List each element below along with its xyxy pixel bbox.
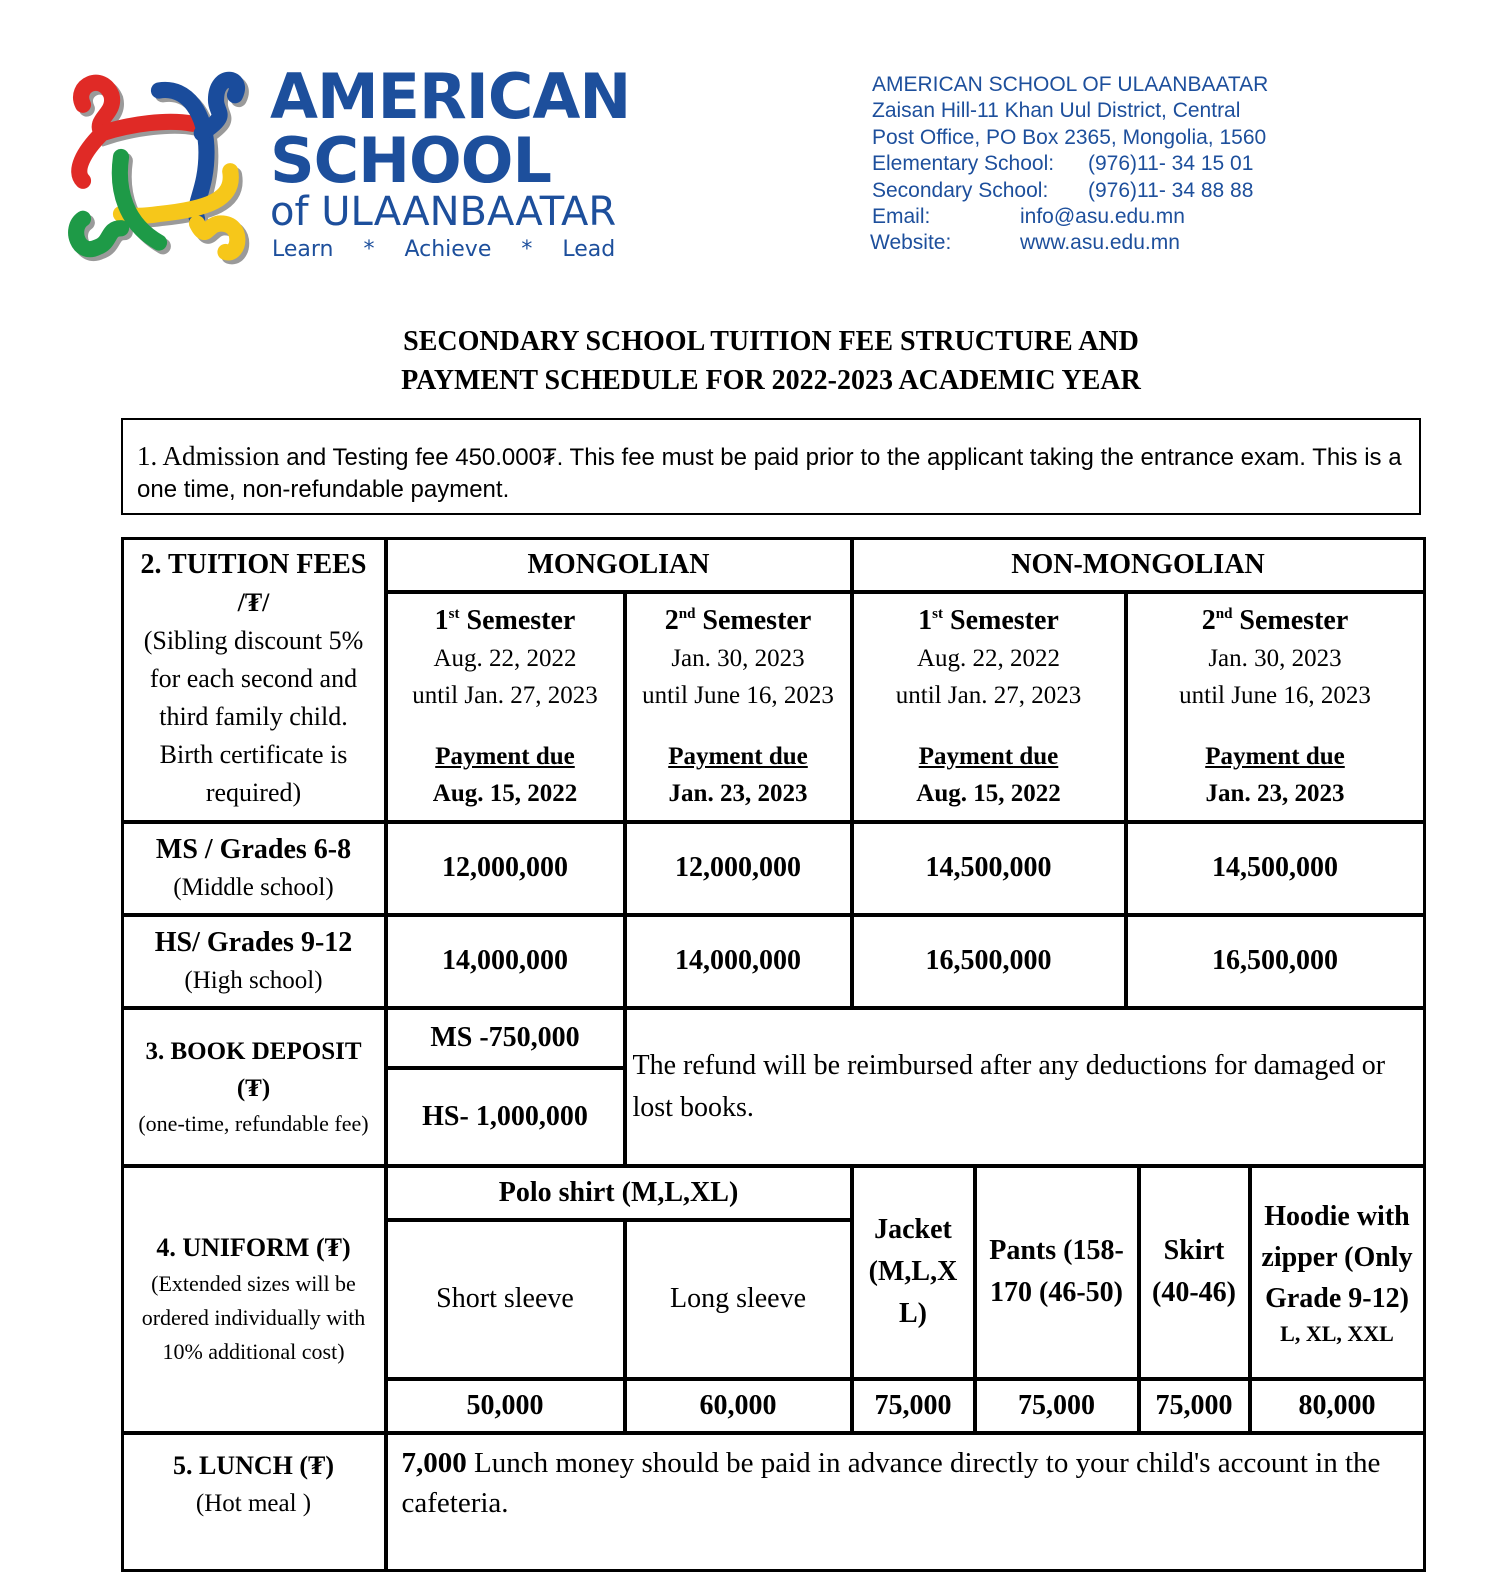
row-subtitle: (Middle school) [173, 873, 334, 901]
page-title [0, 322, 1500, 400]
tuition-currency: /₮/ [237, 587, 270, 617]
elementary-phone: (976)11- 34 15 01 [1088, 152, 1254, 176]
lunch-amount: 7,000 [401, 1446, 467, 1479]
email-link[interactable]: info@asu.edu.mn [1020, 204, 1185, 228]
fee-value: 14,000,000 [442, 945, 568, 976]
logo-line-american: AMERICAN [270, 60, 631, 133]
semester-end: until June 16, 2023 [1179, 681, 1371, 709]
uniform-item-pants [974, 1165, 1140, 1380]
uniform-label-cell [121, 1165, 387, 1434]
book-deposit-currency: (₮) [236, 1074, 271, 1102]
fee-cell [624, 821, 853, 916]
payment-due-label: Payment due [668, 742, 808, 770]
book-deposit-refund-cell [624, 1007, 1426, 1167]
table-row-ms-label [121, 821, 387, 916]
fee-value: 12,000,000 [675, 852, 801, 883]
uniform-title: 4. UNIFORM (₮) [156, 1233, 351, 1262]
uniform-price-cell [385, 1378, 626, 1434]
uniform-price: 50,000 [466, 1389, 544, 1421]
book-deposit-title: 3. BOOK DEPOSIT [145, 1037, 362, 1065]
tuition-note: (Sibling discount 5% for each second and third family child. Birth certificate is required) [143, 625, 364, 807]
semester-end: until Jan. 27, 2023 [412, 681, 598, 709]
book-deposit-ms-cell [385, 1007, 626, 1069]
payment-due-date: Aug. 15, 2022 [916, 779, 1061, 807]
title-line2: PAYMENT SCHEDULE FOR 2022-2023 ACADEMIC YEAR [401, 365, 1141, 396]
uniform-item-long-sleeve [624, 1219, 853, 1380]
semester-end: until June 16, 2023 [642, 681, 834, 709]
elementary-phone-label: Elementary School: [872, 152, 1055, 176]
book-deposit-refund-note: The refund will be reimbursed after any deductions for damaged or lost books. [632, 1049, 1386, 1123]
group-header-mongolian [385, 537, 853, 593]
uniform-price-cell [974, 1378, 1140, 1434]
payment-due-label: Payment due [1205, 742, 1345, 770]
uniform-price: 80,000 [1298, 1389, 1376, 1421]
admission-fee-text [137, 440, 1407, 506]
book-deposit-label-cell [121, 1007, 387, 1167]
uniform-price-cell [1138, 1378, 1251, 1434]
uniform-price-cell [851, 1378, 976, 1434]
fee-value: 14,000,000 [675, 945, 801, 976]
book-deposit-ms: MS -750,000 [430, 1021, 580, 1053]
semester-name: Semester [459, 604, 576, 636]
group-mongolian-label: MONGOLIAN [527, 548, 710, 580]
fee-cell [1125, 914, 1426, 1009]
semester-number: 2 [664, 604, 679, 636]
semester-name: Semester [943, 604, 1059, 636]
semester-start: Jan. 30, 2023 [1208, 644, 1342, 672]
payment-due-date: Aug. 15, 2022 [432, 779, 578, 807]
uniform-item-label: Jacket (M,L,XL) [868, 1214, 958, 1329]
semester-header-nonmn-2 [1125, 591, 1426, 823]
uniform-item-sizes: L, XL, XXL [1280, 1320, 1394, 1346]
uniform-note: (Extended sizes will be ordered individually with 10% additional cost) [141, 1271, 366, 1364]
fee-cell [385, 914, 626, 1009]
fee-cell [1125, 821, 1426, 916]
semester-start: Aug. 22, 2022 [433, 644, 577, 672]
lunch-note: (Hot meal ) [195, 1489, 312, 1517]
secondary-phone: (976)11- 34 88 88 [1088, 178, 1254, 202]
uniform-price-cell [1249, 1378, 1426, 1434]
uniform-item-label: Long sleeve [669, 1283, 807, 1314]
uniform-item-short-sleeve [385, 1219, 626, 1380]
fee-value: 16,500,000 [1212, 945, 1338, 976]
uniform-item-label: Pants (158-170 (46-50) [989, 1235, 1124, 1308]
row-title: HS/ Grades 9-12 [154, 926, 353, 958]
semester-header-mn-1 [385, 591, 626, 823]
semester-ordinal: nd [1215, 605, 1233, 622]
polo-header-cell [385, 1165, 853, 1221]
semester-start: Jan. 30, 2023 [671, 644, 805, 672]
semester-name: Semester [695, 604, 812, 636]
semester-number: 1 [434, 604, 449, 636]
payment-due-label: Payment due [435, 742, 575, 770]
tuition-title: 2. TUITION FEES [140, 548, 367, 580]
semester-name: Semester [1232, 604, 1349, 636]
payment-due-date: Jan. 23, 2023 [668, 779, 808, 807]
contact-school-name: AMERICAN SCHOOL OF ULAANBAATAR [872, 73, 1269, 96]
uniform-price-cell [624, 1378, 853, 1434]
lunch-title: 5. LUNCH (₮) [172, 1450, 335, 1480]
logo-tagline: Learn * Achieve * Lead [272, 237, 616, 262]
logo-figures-icon [64, 64, 254, 269]
contact-address-line1: Zaisan Hill-11 Khan Uul District, Central [872, 99, 1241, 123]
fee-value: 14,500,000 [1212, 852, 1338, 883]
email-label: Email: [872, 204, 931, 228]
semester-start: Aug. 22, 2022 [916, 644, 1061, 672]
logo-line-ulaanbaatar: of ULAANBAATAR [270, 189, 617, 235]
fee-cell [851, 914, 1127, 1009]
book-deposit-note: (one-time, refundable fee) [138, 1110, 369, 1136]
lunch-text: Lunch money should be paid in advance directly to your child's account in the cafeteria. [401, 1446, 1381, 1519]
table-row-hs-label [121, 914, 387, 1009]
fee-cell [385, 821, 626, 916]
website-label: Website: [870, 231, 952, 255]
row-subtitle: (High school) [184, 966, 323, 994]
contact-address-line2: Post Office, PO Box 2365, Mongolia, 1560 [872, 125, 1267, 149]
website-link[interactable]: www.asu.edu.mn [1020, 231, 1180, 255]
uniform-item-label: Short sleeve [436, 1283, 574, 1314]
payment-due-date: Jan. 23, 2023 [1205, 779, 1345, 807]
semester-number: 1 [918, 604, 933, 636]
book-deposit-hs: HS- 1,000,000 [422, 1100, 588, 1132]
secondary-phone-label: Secondary School: [872, 178, 1049, 202]
uniform-price: 60,000 [699, 1389, 777, 1421]
uniform-item-hoodie [1249, 1165, 1426, 1380]
semester-number: 2 [1201, 604, 1216, 636]
uniform-item-jacket [851, 1165, 976, 1380]
admission-fee-box [121, 418, 1421, 515]
semester-header-mn-2 [624, 591, 853, 823]
admission-body: and Testing fee 450.000₮. This fee must be paid prior to the applicant taking the entrance exam. This is a one time, non-refundable payment. [137, 444, 1402, 503]
group-header-non-mongolian [851, 537, 1426, 593]
tuition-label-cell [121, 537, 387, 823]
lunch-detail [396, 1443, 1409, 1523]
polo-header: Polo shirt (M,L,XL) [498, 1176, 739, 1208]
uniform-item-label: Skirt (40-46) [1152, 1235, 1236, 1308]
fee-value: 16,500,000 [925, 945, 1052, 976]
book-deposit-hs-cell [385, 1067, 626, 1167]
lunch-label-cell [121, 1432, 387, 1572]
semester-ordinal: nd [678, 605, 696, 622]
semester-ordinal: st [932, 605, 943, 622]
row-title: MS / Grades 6-8 [155, 833, 352, 865]
semester-end: until Jan. 27, 2023 [895, 681, 1082, 709]
fee-cell [851, 821, 1127, 916]
uniform-price: 75,000 [1155, 1389, 1233, 1421]
uniform-price: 75,000 [874, 1389, 952, 1421]
lunch-detail-cell [385, 1432, 1426, 1572]
uniform-price: 75,000 [1018, 1389, 1095, 1421]
title-line1: SECONDARY SCHOOL TUITION FEE STRUCTURE AND [403, 326, 1139, 357]
fee-cell [624, 914, 853, 1009]
logo-line-school: SCHOOL [270, 124, 551, 197]
fee-value: 14,500,000 [925, 852, 1052, 883]
group-non-mongolian-label: NON-MONGOLIAN [1011, 548, 1265, 580]
payment-due-label: Payment due [918, 742, 1059, 770]
admission-lead: 1. Admission [137, 441, 280, 471]
semester-header-nonmn-1 [851, 591, 1127, 823]
semester-ordinal: st [448, 605, 460, 622]
fee-value: 12,000,000 [442, 852, 568, 883]
uniform-item-skirt [1138, 1165, 1251, 1380]
uniform-item-label: Hoodie with zipper (Only Grade 9-12) [1261, 1200, 1413, 1314]
